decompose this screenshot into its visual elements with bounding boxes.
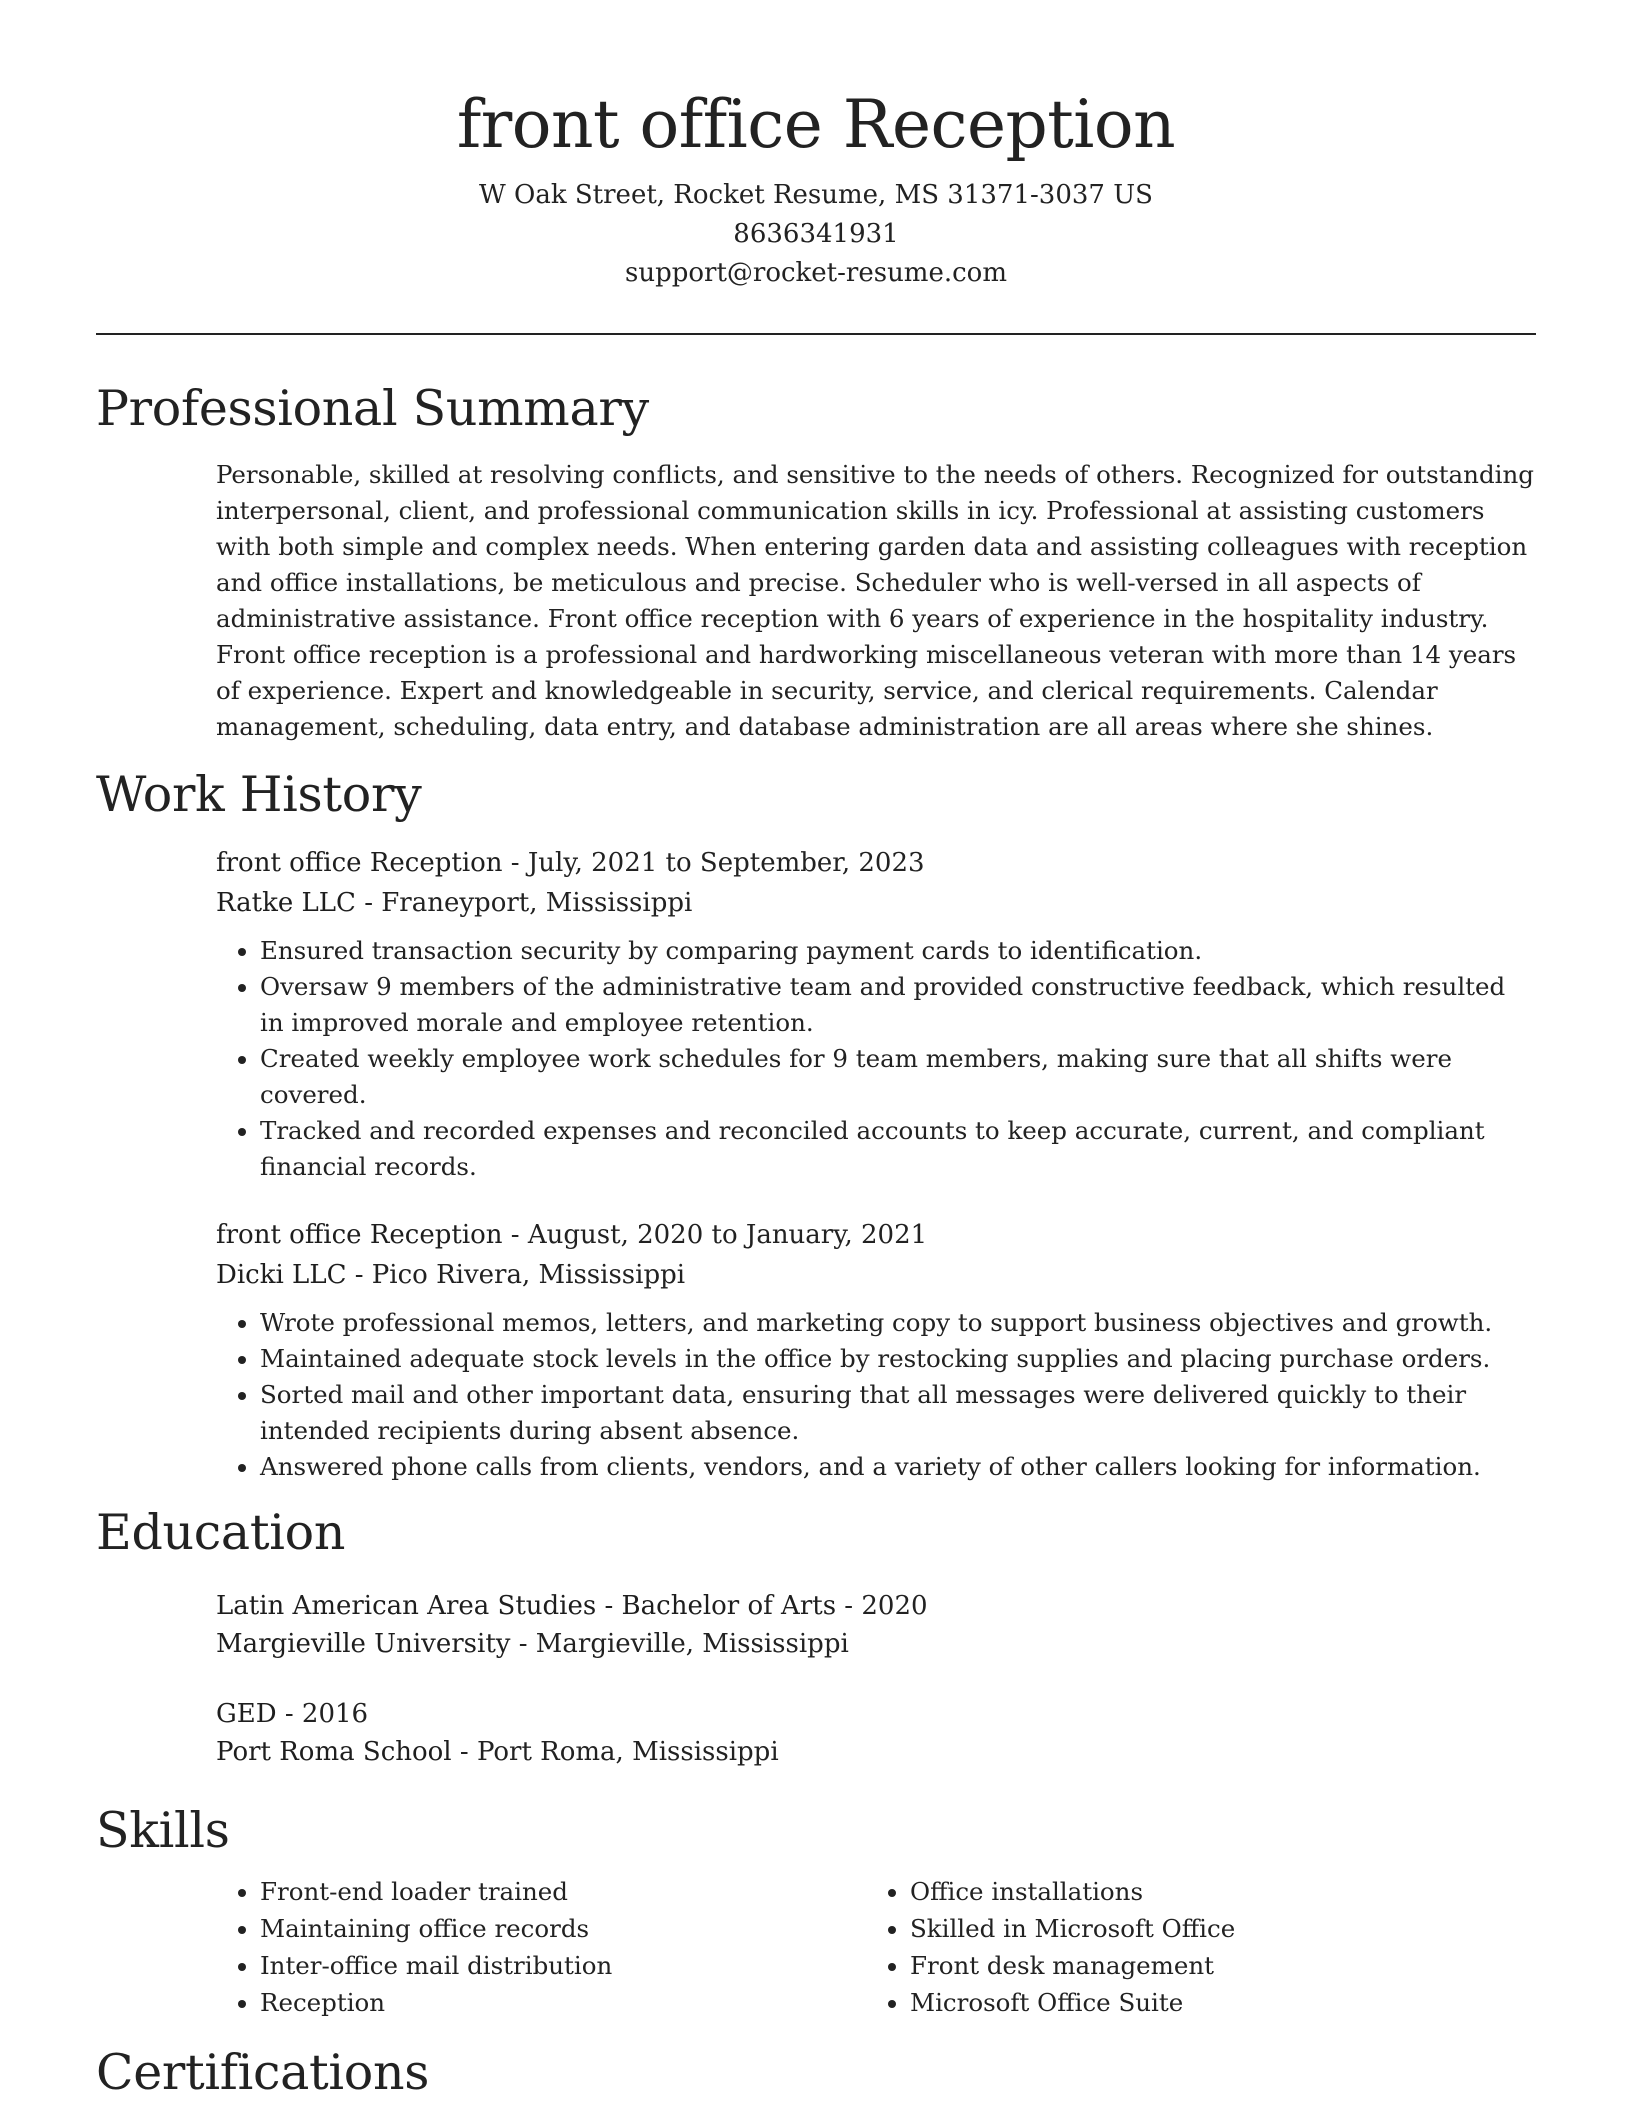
education-section	[216, 1587, 1536, 1771]
skill-item: • Front-end loader trained	[260, 1873, 860, 1910]
skill-item: • Maintaining office records	[260, 1910, 860, 1947]
education-degree: Latin American Area Studies - Bachelor of Arts	[216, 1591, 837, 1621]
job-bullet: • Sorted mail and other important data, ensuring that all messages were delivered quickly to their intended recipients during absent absence.	[260, 1377, 1536, 1449]
job-dates: - July, 2021 to September, 2023	[502, 848, 925, 878]
skills-heading: Skills	[96, 1802, 230, 1859]
job-bullets	[216, 933, 1536, 1185]
job-header	[216, 1215, 1536, 1295]
contact-block	[96, 176, 1536, 293]
summary-heading: Professional Summary	[96, 380, 649, 437]
job-role: front office Reception	[216, 1220, 503, 1250]
skills-grid	[216, 1873, 1536, 2021]
skill-item: • Reception	[260, 1984, 860, 2021]
skill-item: • Skilled in Microsoft Office	[910, 1910, 1510, 1947]
education-heading: Education	[96, 1504, 346, 1561]
education-year: - 2020	[836, 1591, 928, 1621]
job-company: Dicki LLC	[216, 1260, 347, 1290]
skill-item: • Front desk management	[910, 1947, 1510, 1984]
job-bullet: • Wrote professional memos, letters, and marketing copy to support business objectives and growth.	[260, 1305, 1536, 1341]
education-school: Port Roma School	[216, 1737, 452, 1767]
education-school: Margieville University	[216, 1629, 511, 1659]
email: support@rocket-resume.com	[624, 258, 1007, 288]
job-role: front office Reception	[216, 848, 503, 878]
skills-column	[860, 1873, 1510, 2021]
education-location: - Margieville, Mississippi	[510, 1629, 849, 1659]
certifications-heading: Certifications	[96, 2044, 430, 2101]
work-history-heading: Work History	[96, 766, 422, 823]
job-bullet: • Oversaw 9 members of the administrative team and provided constructive feedback, which resulted in improved morale and employee retention.	[260, 969, 1536, 1041]
job-bullet: • Ensured transaction security by comparing payment cards to identification.	[260, 933, 1536, 969]
job-location: - Pico Rivera, Mississippi	[346, 1260, 686, 1290]
resume-page	[96, 0, 1536, 2103]
education-entry	[216, 1587, 1536, 1663]
job-company: Ratke LLC	[216, 888, 356, 918]
skills-column	[216, 1873, 860, 2021]
job-entry	[216, 843, 1536, 1185]
education-location: - Port Roma, Mississippi	[451, 1737, 779, 1767]
job-header	[216, 843, 1536, 923]
job-bullets	[216, 1305, 1536, 1485]
job-location: - Franeyport, Mississippi	[355, 888, 693, 918]
phone: 8636341931	[733, 219, 899, 249]
job-dates: - August, 2020 to January, 2021	[502, 1220, 928, 1250]
skill-item: • Inter-office mail distribution	[260, 1947, 860, 1984]
job-bullet: • Created weekly employee work schedules for 9 team members, making sure that all shifts were covered.	[260, 1041, 1536, 1113]
work-history-section	[216, 843, 1536, 1485]
job-bullet: • Maintained adequate stock levels in the office by restocking supplies and placing purchase orders.	[260, 1341, 1536, 1377]
address: W Oak Street, Rocket Resume, MS 31371-3037 US	[479, 180, 1153, 210]
summary-text: Personable, skilled at resolving conflicts, and sensitive to the needs of others. Recognized for outstanding interpersonal, client, and professional communication skills in icy. Professional at assisting customers with both simple and complex needs. When entering garden data and assisting colleagues with reception and office installations, be meticulous and precise. Scheduler who is well-versed in all aspects of administrative assistance. Front office reception with 6 years of experience in the hospitality industry. Front office reception is a professional and hardworking miscellaneous veteran with more than 14 years of experience. Expert and knowledgeable in security, service, and clerical requirements. Calendar management, scheduling, data entry, and database administration are all areas where she shines.	[216, 460, 1534, 741]
skills-section	[216, 1873, 1536, 2021]
skill-item: • Office installations	[910, 1873, 1510, 1910]
job-bullet: • Tracked and recorded expenses and reconciled accounts to keep accurate, current, and compliant financial records.	[260, 1113, 1536, 1185]
job-entry	[216, 1215, 1536, 1485]
resume-header	[96, 0, 1536, 293]
education-year: - 2016	[276, 1699, 369, 1729]
education-entry	[216, 1695, 1536, 1771]
header-divider	[96, 333, 1536, 335]
skill-item: • Microsoft Office Suite	[910, 1984, 1510, 2021]
job-bullet: • Answered phone calls from clients, vendors, and a variety of other callers looking for information.	[260, 1449, 1536, 1485]
education-degree: GED	[216, 1699, 277, 1729]
candidate-name: front office Reception	[456, 86, 1176, 163]
